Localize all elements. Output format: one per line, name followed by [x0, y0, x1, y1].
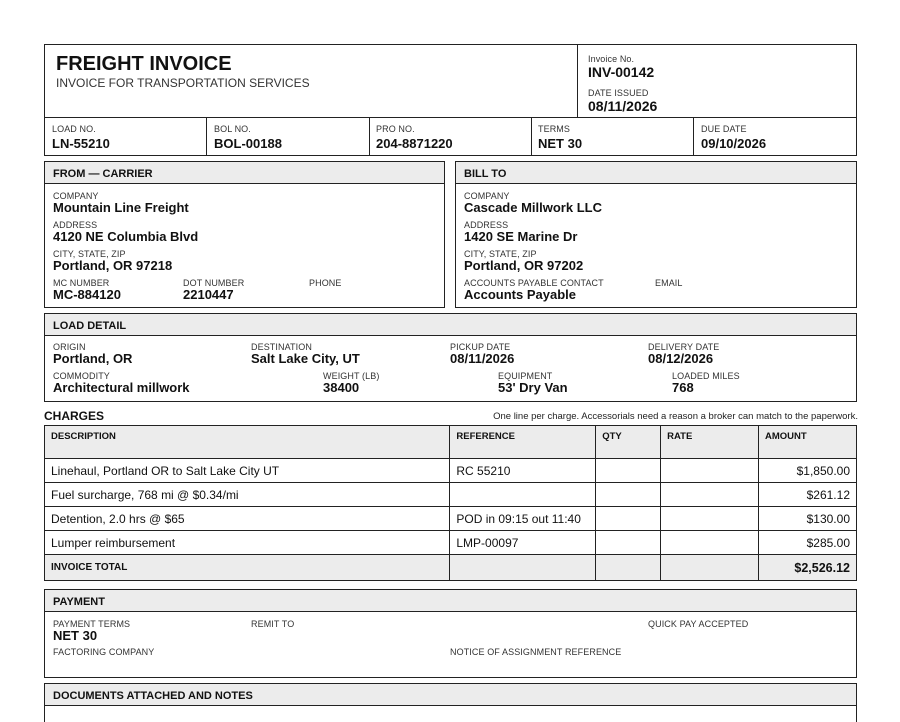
- charge-amount: $1,850.00: [759, 459, 857, 483]
- load-detail-heading: LOAD DETAIL: [45, 314, 856, 336]
- dot-number: 2210447: [183, 287, 234, 302]
- charges-note: One line per charge. Accessorials need a reason a broker can match to the paperwork.: [493, 411, 858, 422]
- carrier-address-label: ADDRESS: [53, 220, 98, 230]
- terms-label: TERMS: [538, 124, 570, 134]
- commodity: Architectural millwork: [53, 380, 190, 395]
- charge-qty: [596, 531, 661, 555]
- pro-no: 204-8871220: [376, 136, 453, 151]
- pickup-date: 08/11/2026: [450, 351, 515, 366]
- billto-city-label: CITY, STATE, ZIP: [464, 249, 537, 259]
- charge-qty: [596, 459, 661, 483]
- charge-amount: $285.00: [759, 531, 857, 555]
- loaded-miles: 768: [672, 380, 694, 395]
- destination-label: DESTINATION: [251, 342, 312, 352]
- charge-description: Detention, 2.0 hrs @ $65: [45, 507, 450, 531]
- total-empty-cell: [596, 555, 661, 581]
- load-no: LN-55210: [52, 136, 110, 151]
- carrier-phone-label: PHONE: [309, 278, 342, 288]
- documents-section: [44, 683, 857, 722]
- billto-address-label: ADDRESS: [464, 220, 509, 230]
- charge-row: [45, 507, 857, 531]
- pro-no-label: PRO NO.: [376, 124, 415, 134]
- charge-rate: [661, 483, 759, 507]
- delivery-date: 08/12/2026: [648, 351, 714, 366]
- charge-row: [45, 459, 857, 483]
- charge-amount: $261.12: [759, 483, 857, 507]
- carrier-section: [44, 161, 445, 308]
- bol-no-label: BOL NO.: [214, 124, 251, 134]
- dot-number-label: DOT NUMBER: [183, 278, 245, 288]
- billto-city: Portland, OR 97202: [464, 258, 584, 273]
- charges-heading: CHARGES: [44, 409, 105, 423]
- charge-description: Fuel surcharge, 768 mi @ $0.34/mi: [45, 483, 450, 507]
- payment-section: [44, 589, 857, 678]
- billto-company-label: COMPANY: [464, 191, 510, 201]
- carrier-company: Mountain Line Freight: [53, 200, 189, 215]
- carrier-address: 4120 NE Columbia Blvd: [53, 229, 199, 244]
- payment-terms: NET 30: [53, 628, 98, 643]
- origin-label: ORIGIN: [53, 342, 86, 352]
- bill-to-section: [455, 161, 857, 308]
- col-qty: QTY: [596, 426, 661, 459]
- load-no-label: LOAD NO.: [52, 124, 96, 134]
- charge-qty: [596, 483, 661, 507]
- col-reference: REFERENCE: [450, 426, 596, 459]
- charge-reference: [450, 483, 596, 507]
- invoice-subtitle: INVOICE FOR TRANSPORTATION SERVICES: [56, 76, 310, 90]
- date-issued-label: DATE ISSUED: [588, 88, 649, 98]
- documents-heading: DOCUMENTS ATTACHED AND NOTES: [45, 684, 856, 706]
- terms: NET 30: [538, 136, 583, 151]
- weight: 38400: [323, 380, 360, 395]
- total-empty-cell: [450, 555, 596, 581]
- bol-no: BOL-00188: [214, 136, 282, 151]
- billto-company: Cascade Millwork LLC: [464, 200, 602, 215]
- due-date-label: DUE DATE: [701, 124, 747, 134]
- ap-contact: Accounts Payable: [464, 287, 576, 302]
- charge-reference: LMP-00097: [450, 531, 596, 555]
- bill-to-heading: BILL TO: [456, 162, 856, 184]
- due-date: 09/10/2026: [701, 136, 767, 151]
- charges-table: [44, 425, 857, 581]
- remit-to-label: REMIT TO: [251, 619, 295, 629]
- commodity-label: COMMODITY: [53, 371, 110, 381]
- invoice-total-label: INVOICE TOTAL: [45, 555, 450, 581]
- charge-row: [45, 483, 857, 507]
- charge-row: [45, 531, 857, 555]
- equipment: 53' Dry Van: [498, 380, 568, 395]
- delivery-date-label: DELIVERY DATE: [648, 342, 720, 352]
- carrier-heading: FROM — CARRIER: [45, 162, 444, 184]
- col-rate: RATE: [661, 426, 759, 459]
- mc-number-label: MC NUMBER: [53, 278, 110, 288]
- carrier-company-label: COMPANY: [53, 191, 99, 201]
- charge-rate: [661, 531, 759, 555]
- factoring-company-label: FACTORING COMPANY: [53, 647, 155, 657]
- billto-address: 1420 SE Marine Dr: [464, 229, 578, 244]
- loaded-miles-label: LOADED MILES: [672, 371, 740, 381]
- invoice-no-label: Invoice No.: [588, 54, 635, 64]
- charge-reference: RC 55210: [450, 459, 596, 483]
- col-amount: AMOUNT: [759, 426, 857, 459]
- invoice-title: FREIGHT INVOICE: [56, 53, 232, 75]
- payment-heading: PAYMENT: [45, 590, 856, 612]
- load-detail-section: [44, 313, 857, 402]
- charge-description: Lumper reimbursement: [45, 531, 450, 555]
- charge-rate: [661, 459, 759, 483]
- ap-contact-label: ACCOUNTS PAYABLE CONTACT: [464, 278, 604, 288]
- charge-qty: [596, 507, 661, 531]
- destination: Salt Lake City, UT: [251, 351, 360, 366]
- weight-label: WEIGHT (LB): [323, 371, 380, 381]
- reference-row: [44, 117, 857, 156]
- total-empty-cell: [661, 555, 759, 581]
- charge-amount: $130.00: [759, 507, 857, 531]
- charge-description: Linehaul, Portland OR to Salt Lake City UT: [45, 459, 450, 483]
- date-issued: 08/11/2026: [588, 98, 658, 114]
- carrier-city-label: CITY, STATE, ZIP: [53, 249, 126, 259]
- invoice-total-row: [45, 555, 857, 581]
- quick-pay-label: QUICK PAY ACCEPTED: [648, 619, 749, 629]
- pickup-date-label: PICKUP DATE: [450, 342, 511, 352]
- origin: Portland, OR: [53, 351, 133, 366]
- mc-number: MC-884120: [53, 287, 121, 302]
- billto-email-label: EMAIL: [655, 278, 683, 288]
- carrier-city: Portland, OR 97218: [53, 258, 173, 273]
- invoice-total: $2,526.12: [759, 555, 857, 581]
- payment-terms-label: PAYMENT TERMS: [53, 619, 131, 629]
- col-description: DESCRIPTION: [45, 426, 450, 459]
- charges-header-row: [45, 426, 857, 459]
- equipment-label: EQUIPMENT: [498, 371, 553, 381]
- invoice-header: [44, 44, 857, 119]
- charge-reference: POD in 09:15 out 11:40: [450, 507, 596, 531]
- charge-rate: [661, 507, 759, 531]
- noa-reference-label: NOTICE OF ASSIGNMENT REFERENCE: [450, 647, 622, 657]
- invoice-no: INV-00142: [588, 64, 655, 80]
